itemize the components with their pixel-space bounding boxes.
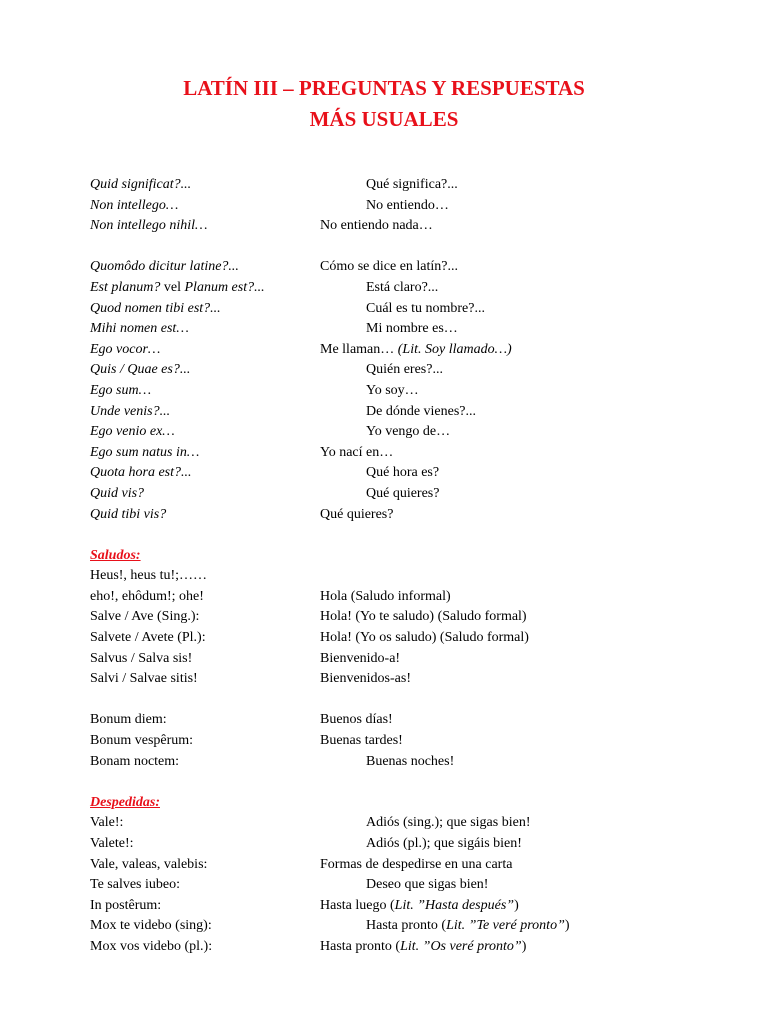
- latin-phrase: Vale, valeas, valebis:: [90, 856, 208, 872]
- section-heading: Despedidas:: [90, 794, 160, 810]
- spanish-translation: Hola! (Yo os saludo) (Saludo formal): [320, 630, 529, 646]
- phrase-row: [90, 422, 730, 443]
- phrase-row: [90, 628, 730, 649]
- section-heading: Saludos:: [90, 547, 141, 563]
- latin-phrase: Mihi nomen est…: [90, 321, 189, 337]
- spanish-translation: Quién eres?...: [366, 362, 443, 378]
- latin-phrase: Salve / Ave (Sing.):: [90, 609, 200, 625]
- latin-phrase: [90, 278, 265, 299]
- latin-phrase: Ego venio ex…: [90, 424, 175, 440]
- spanish-translation: Adiós (sing.); que sigas bien!: [366, 815, 531, 831]
- spanish-translation: Buenas tardes!: [320, 733, 403, 749]
- phrase-row: [90, 710, 730, 731]
- latin-phrase: Non intellego nihil…: [90, 218, 208, 234]
- latin-phrase: Salvi / Salvae sitis!: [90, 671, 198, 687]
- latin-phrase-part: Est planum?: [90, 279, 161, 295]
- latin-phrase: In postêrum:: [90, 897, 162, 913]
- spanish-translation: Bienvenido-a!: [320, 650, 401, 666]
- phrase-row: [90, 587, 730, 608]
- spanish-translation: Adiós (pl.); que sigáis bien!: [366, 836, 522, 851]
- latin-phrase: Unde venis?...: [90, 403, 171, 419]
- spanish-translation: Cuál es tu nombre?...: [366, 300, 485, 316]
- phrase-row: [90, 402, 730, 423]
- spanish-translation: Cómo se dice en latín?...: [320, 259, 459, 275]
- phrase-row: [90, 855, 730, 876]
- spanish-translation: Qué hora es?: [366, 465, 440, 481]
- literal-note: Lit. ”Hasta después”: [394, 897, 515, 913]
- spanish-translation: Está claro?...: [366, 279, 439, 295]
- phrase-row: [90, 319, 730, 340]
- spanish-translation: No entiendo…: [366, 197, 449, 213]
- latin-phrase: Ego vocor…: [90, 341, 161, 357]
- phrase-row: [90, 607, 730, 628]
- phrase-row: [90, 752, 730, 773]
- spanish-translation: Deseo que sigas bien!: [366, 877, 489, 893]
- translation-part: ): [521, 938, 527, 954]
- spanish-translation: Bienvenidos-as!: [320, 671, 411, 687]
- literal-note: Lit. ”Os veré pronto”: [400, 938, 522, 954]
- spanish-translation: Mi nombre es…: [366, 321, 458, 337]
- translation-part: Hasta pronto (: [320, 938, 401, 954]
- spanish-translation: Hola! (Yo te saludo) (Saludo formal): [320, 609, 527, 625]
- spanish-translation: Qué quieres?: [366, 485, 440, 501]
- spanish-translation: Yo vengo de…: [366, 424, 451, 440]
- section-heading-despedidas: [90, 793, 730, 814]
- phrase-row: [90, 669, 730, 690]
- phrase-row: [90, 566, 730, 587]
- phrase-row: [90, 813, 730, 834]
- latin-phrase: Salvete / Avete (Pl.):: [90, 630, 206, 646]
- latin-phrase: Quid tibi vis?: [90, 506, 167, 522]
- latin-phrase: Heus!, heus tu!;……: [90, 568, 208, 584]
- phrase-row: [90, 649, 730, 670]
- phrase-row: [90, 216, 730, 237]
- phrase-row: [90, 360, 730, 381]
- phrase-row: [90, 484, 730, 505]
- spanish-translation: Qué quieres?: [320, 506, 394, 522]
- latin-phrase: Valete!:: [90, 836, 134, 851]
- spanish-translation: Yo soy…: [366, 382, 419, 398]
- latin-phrase: Quomôdo dicitur latine?...: [90, 259, 239, 275]
- spanish-translation: Hola (Saludo informal): [320, 588, 451, 604]
- phrase-row: [90, 916, 730, 937]
- latin-phrase: eho!, ehôdum!; ohe!: [90, 588, 204, 604]
- spanish-translation: Buenos días!: [320, 712, 393, 728]
- phrase-list: [90, 175, 730, 958]
- translation-part: ): [564, 918, 570, 934]
- translation-part: Me llaman…: [320, 341, 398, 357]
- latin-phrase: Quid significat?...: [90, 177, 192, 192]
- page-title-line-1: LATÍN III – PREGUNTAS Y RESPUESTAS: [183, 76, 585, 100]
- spanish-translation: [320, 896, 519, 917]
- latin-phrase: Quota hora est?...: [90, 465, 192, 481]
- spanish-translation: [320, 937, 526, 958]
- latin-phrase: Quod nomen tibi est?...: [90, 300, 221, 316]
- latin-phrase: Vale!:: [90, 815, 124, 831]
- phrase-row: [90, 340, 730, 361]
- latin-phrase: Non intellego…: [90, 197, 179, 213]
- phrase-row: [90, 463, 730, 484]
- latin-phrase: Mox te videbo (sing):: [90, 918, 212, 934]
- phrase-row: [90, 278, 730, 299]
- latin-phrase: Te salves iubeo:: [90, 877, 180, 893]
- latin-phrase: Quid vis?: [90, 485, 145, 501]
- translation-part: Hasta pronto (: [366, 918, 447, 934]
- spanish-translation: Yo nací en…: [320, 444, 394, 460]
- spanish-translation: Buenas noches!: [366, 753, 455, 769]
- literal-note: Lit. ”Te veré pronto”: [446, 918, 565, 934]
- spanish-translation: Qué significa?...: [366, 177, 458, 192]
- phrase-row: [90, 505, 730, 526]
- literal-note: (Lit. Soy llamado…): [397, 341, 512, 357]
- latin-phrase: Ego sum…: [90, 382, 152, 398]
- phrase-row: [90, 257, 730, 278]
- phrase-row: [90, 896, 730, 917]
- phrase-row: [90, 443, 730, 464]
- phrase-row: [90, 381, 730, 402]
- latin-phrase: Bonum diem:: [90, 712, 167, 728]
- latin-phrase: Bonam noctem:: [90, 753, 180, 769]
- page-title-line-2: MÁS USUALES: [309, 107, 459, 131]
- section-heading-saludos: [90, 546, 730, 567]
- spanish-translation: [366, 916, 570, 937]
- phrase-row: [90, 196, 730, 217]
- latin-phrase: Quis / Quae es?...: [90, 362, 191, 378]
- phrase-row: [90, 937, 730, 958]
- latin-phrase: Mox vos videbo (pl.):: [90, 938, 213, 954]
- translation-part: ): [514, 897, 519, 913]
- latin-phrase: Ego sum natus in…: [90, 444, 200, 460]
- spanish-translation: De dónde vienes?...: [366, 403, 477, 419]
- phrase-row: [90, 875, 730, 896]
- spanish-translation: Formas de despedirse en una carta: [320, 856, 513, 872]
- phrase-row: [90, 731, 730, 752]
- spanish-translation: No entiendo nada…: [320, 218, 433, 234]
- latin-phrase-part: Planum est?...: [184, 279, 265, 295]
- latin-phrase: Salvus / Salva sis!: [90, 650, 193, 666]
- phrase-row: [90, 299, 730, 320]
- phrase-row: [90, 175, 730, 196]
- translation-part: Hasta luego (: [320, 897, 395, 913]
- phrase-row: [90, 834, 730, 855]
- spanish-translation: [320, 340, 512, 361]
- latin-phrase: Bonum vespêrum:: [90, 733, 194, 749]
- latin-connector: vel: [160, 279, 185, 295]
